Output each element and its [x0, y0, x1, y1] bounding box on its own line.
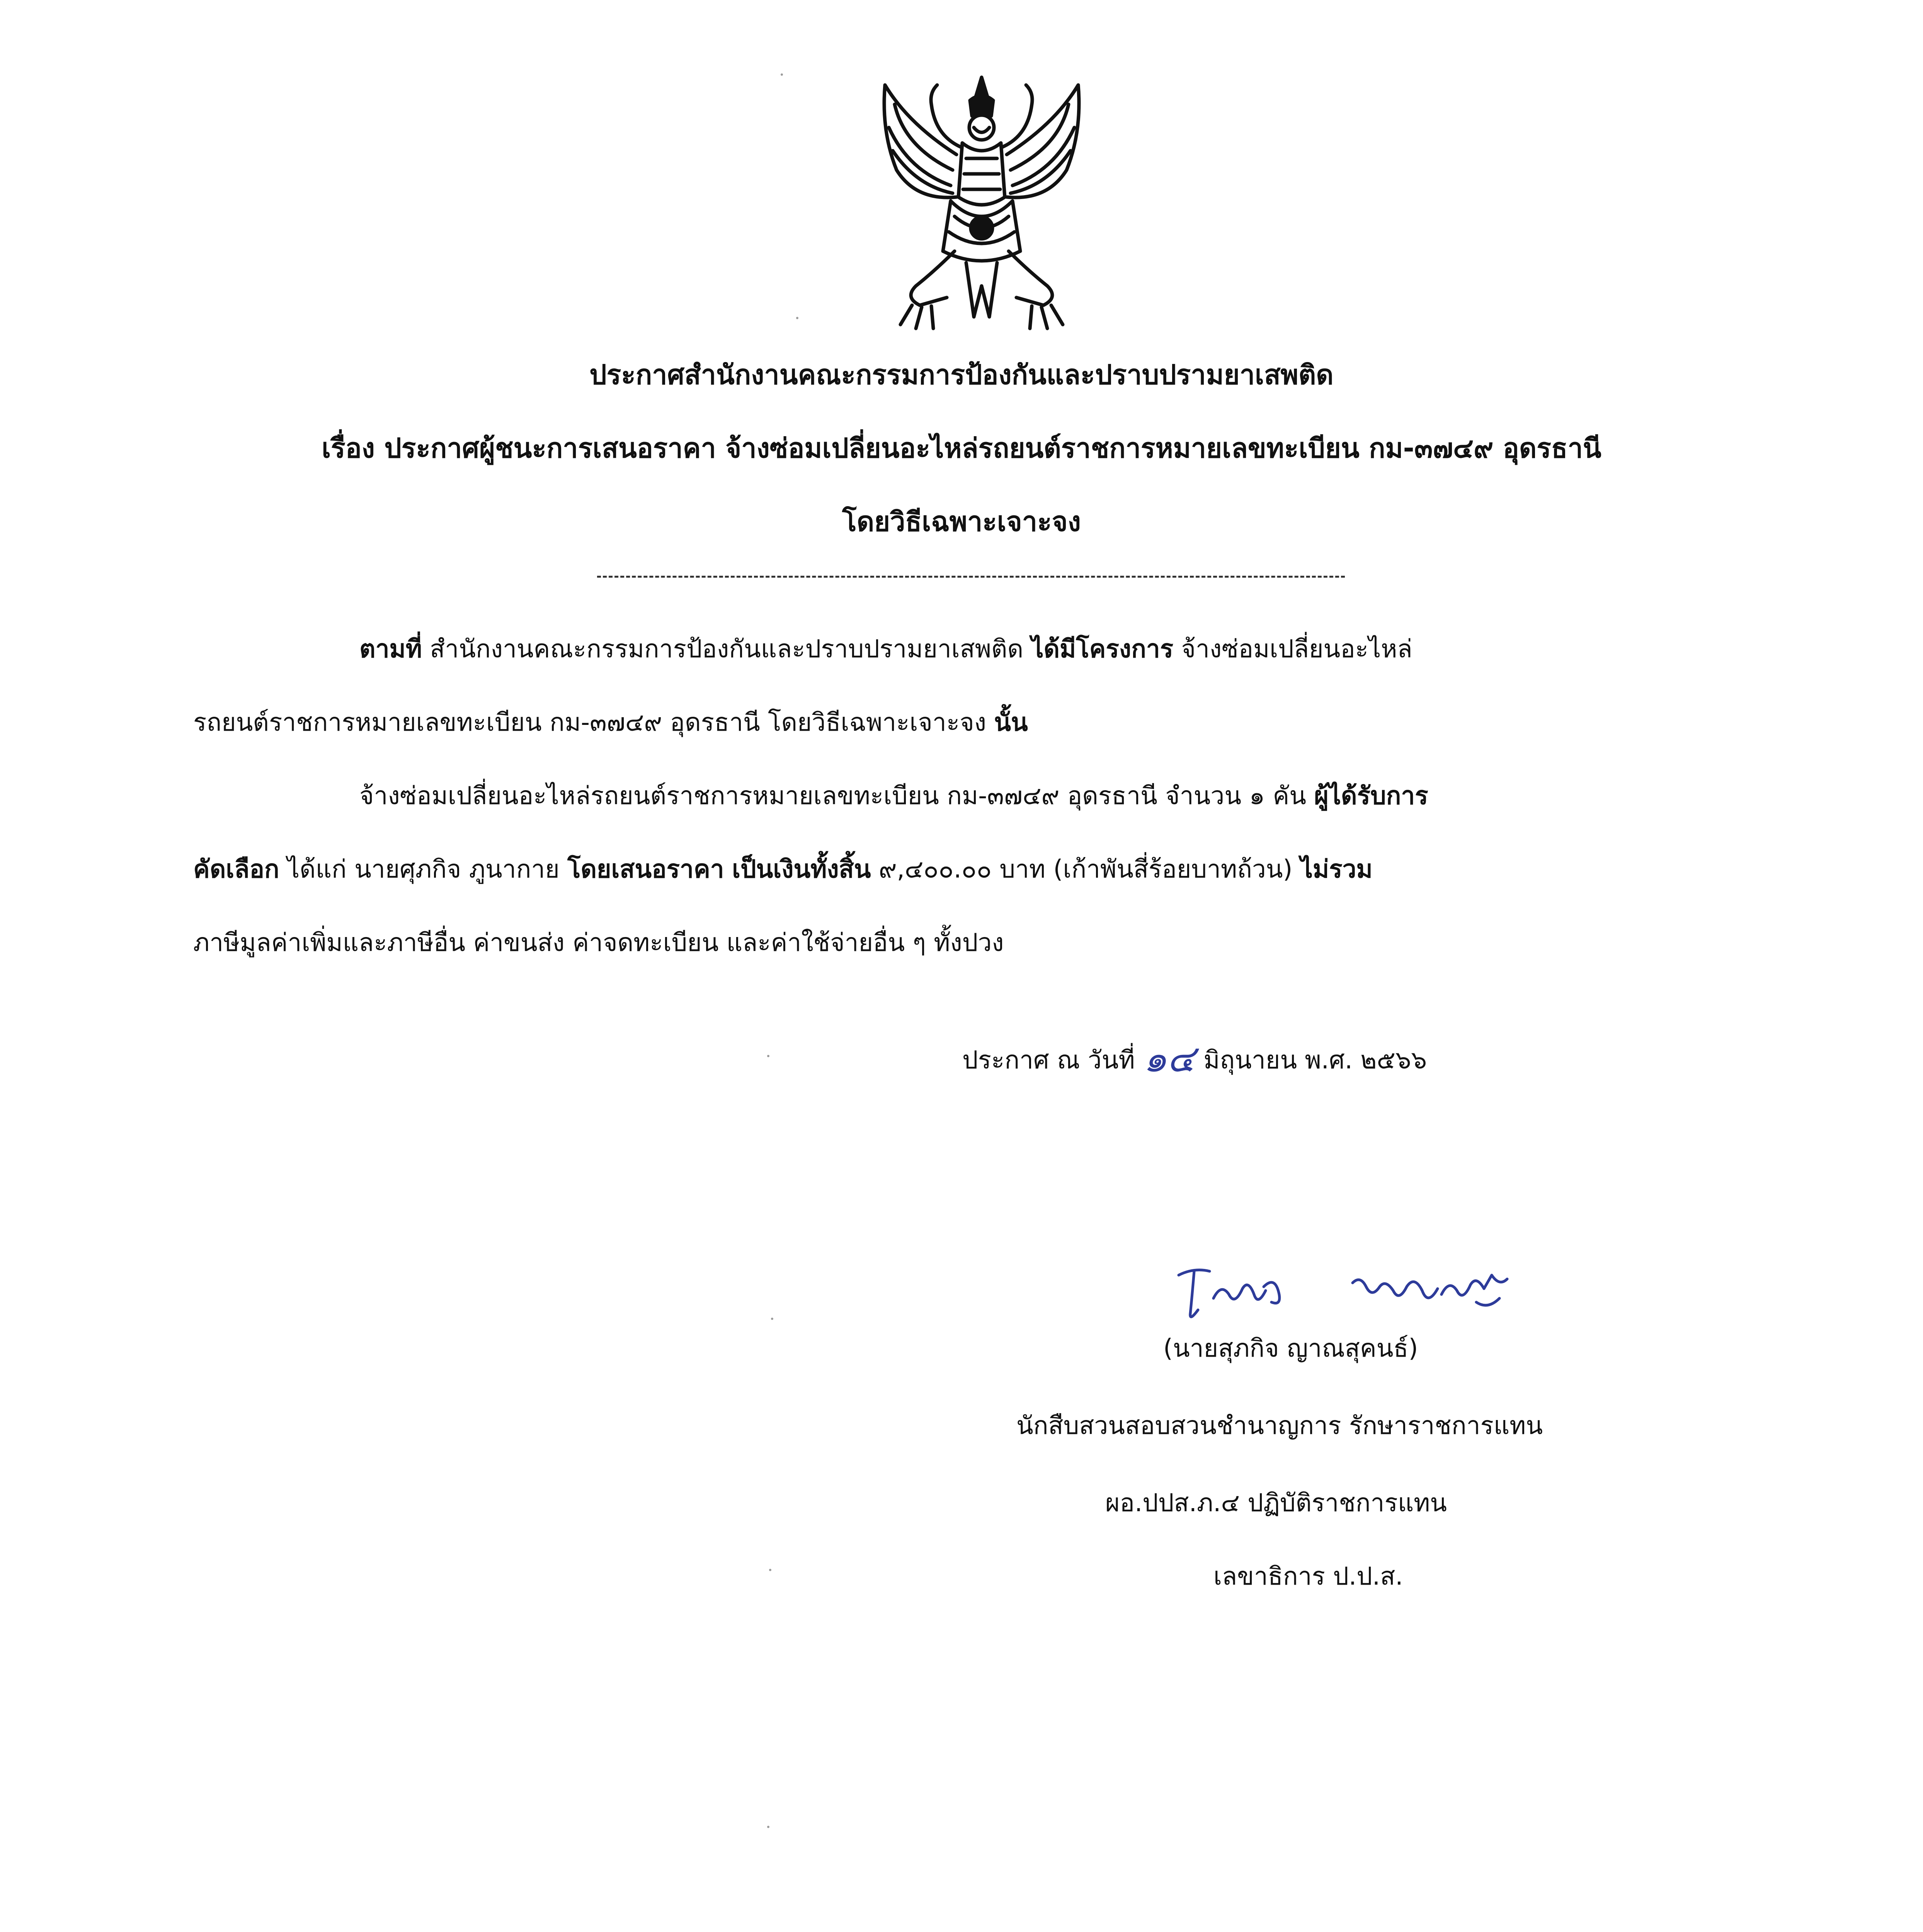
announcement-heading: ประกาศสำนักงานคณะกรรมการป้องกันและปราบปรามยาเสพติด	[589, 359, 1334, 391]
date-prefix: ประกาศ ณ วันที่	[962, 1046, 1135, 1075]
para2-text: ได้แก่ นายศุภกิจ ภูนากาย	[279, 855, 568, 884]
para2-text: ภาษีมูลค่าเพิ่มและภาษีอื่น ค่าขนส่ง ค่าจดทะเบียน และค่าใช้จ่ายอื่น ๆ ทั้งปวง	[193, 929, 1004, 957]
para1-lead: ตามที่	[359, 635, 422, 663]
signatory-name: (นายสุภกิจ ญาณสุคนธ์)	[1163, 1334, 1418, 1363]
scan-speck	[769, 1569, 771, 1571]
para2-bold: ผู้ได้รับการ	[1314, 782, 1428, 810]
garuda-emblem-icon	[858, 70, 1105, 340]
para2-text	[724, 855, 732, 884]
signatory-position-1: นักสืบสวนสอบสวนชำนาญการ รักษาราชการแทน	[1016, 1412, 1543, 1440]
signatory-position-2: ผอ.ปปส.ภ.๔ ปฏิบัติราชการแทน	[1105, 1489, 1447, 1517]
scan-speck	[796, 317, 798, 319]
paragraph-2-line-3	[193, 923, 1724, 962]
handwritten-signature	[1171, 1252, 1557, 1329]
date-day-handwritten: ๑๔	[1143, 1037, 1195, 1080]
para2-text: จ้างซ่อมเปลี่ยนอะไหล่รถยนต์ราชการหมายเลขทะเบียน กม-๓๗๔๙ อุดรธานี จำนวน ๑ คัน	[359, 782, 1314, 810]
para2-amount: ๙,๔๐๐.๐๐ บาท (เก้าพันสี่ร้อยบาทถ้วน)	[871, 855, 1300, 884]
para2-bold: คัดเลือก	[193, 855, 279, 884]
scan-speck	[767, 1055, 769, 1057]
announcement-date	[962, 1039, 1427, 1080]
announcement-method: โดยวิธีเฉพาะเจาะจง	[842, 506, 1081, 537]
para1-text: สำนักงานคณะกรรมการป้องกันและปราบปรามยาเสพติด	[422, 635, 1031, 663]
paragraph-1-line-2	[193, 703, 1724, 742]
heading-divider	[597, 576, 1345, 578]
scan-speck	[771, 1318, 773, 1320]
scan-speck	[767, 1826, 769, 1828]
date-suffix: มิถุนายน พ.ศ. ๒๕๖๖	[1203, 1046, 1427, 1075]
para1-tail: นั้น	[994, 708, 1028, 737]
scan-speck	[781, 73, 783, 76]
para2-bold: เป็นเงินทั้งสิ้น	[732, 855, 871, 884]
paragraph-2-line-2	[193, 850, 1724, 889]
announcement-subject: เรื่อง ประกาศผู้ชนะการเสนอราคา จ้างซ่อมเปลี่ยนอะไหล่รถยนต์ราชการหมายเลขทะเบียน กม-๓๗๔๙ อุดรธานี	[322, 432, 1601, 464]
para2-bold: ไม่รวม	[1300, 855, 1373, 884]
para2-bold: โดยเสนอราคา	[567, 855, 724, 884]
para1-bold: ได้มีโครงการ	[1031, 635, 1174, 663]
para1-text: รถยนต์ราชการหมายเลขทะเบียน กม-๓๗๔๙ อุดรธานี โดยวิธีเฉพาะเจาะจง	[193, 708, 994, 737]
paragraph-2-line-1	[359, 777, 1724, 815]
para1-text: จ้างซ่อมเปลี่ยนอะไหล่	[1173, 635, 1412, 663]
signatory-position-3: เลขาธิการ ป.ป.ส.	[1213, 1562, 1403, 1591]
paragraph-1-line-1	[359, 630, 1724, 668]
